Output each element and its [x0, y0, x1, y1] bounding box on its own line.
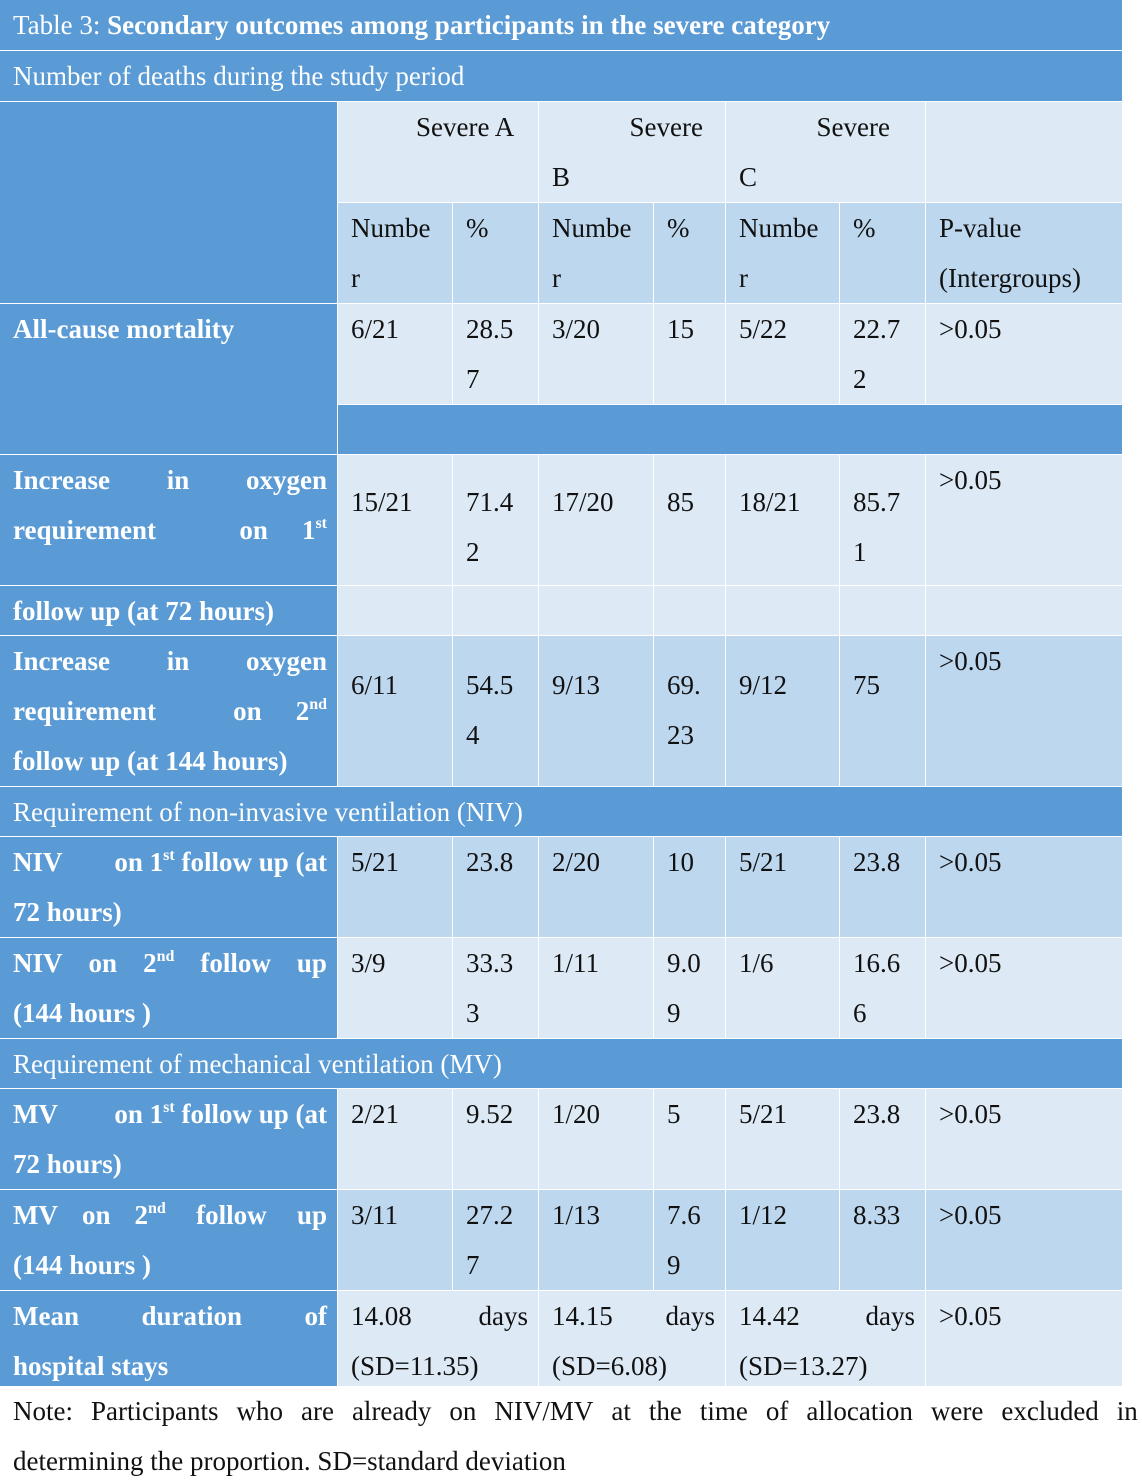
- cell-text: 22.7: [853, 314, 901, 344]
- label-word: follow up (at: [181, 847, 327, 877]
- label-word: 1: [301, 515, 316, 545]
- cell-text: 3: [466, 998, 480, 1028]
- subheader-c-number: [726, 203, 839, 303]
- niv1-pvalue: >0.05: [926, 837, 1122, 937]
- row-label-hospital-stay: [0, 1291, 337, 1391]
- group-c-label-2: C: [739, 162, 758, 192]
- label-word: oxygen: [245, 465, 327, 495]
- group-c-label-1: Severe: [816, 112, 890, 142]
- subheader-a-number: [338, 203, 452, 303]
- group-header-severe-b: [539, 102, 725, 202]
- row-label-niv-1: [0, 837, 337, 937]
- subheader-text: Numbe: [552, 213, 632, 243]
- label-word: follow: [196, 1200, 267, 1230]
- oxygen1-b-number: 17/20: [539, 455, 653, 585]
- label-word: NIV: [13, 948, 63, 978]
- stay-sd: (SD=11.35): [351, 1351, 479, 1381]
- label-line: 72 hours): [13, 1149, 122, 1179]
- oxygen1-b-percent: 85: [654, 455, 725, 585]
- group-header-severe-a: [338, 102, 538, 202]
- note-word: were: [930, 1396, 984, 1426]
- row-label-mv-1: [0, 1089, 337, 1189]
- stay-sd: (SD=6.08): [552, 1351, 667, 1381]
- cell-text: 9: [667, 1250, 681, 1280]
- niv2-c-number: 1/6: [726, 938, 839, 1038]
- cell-text: 23: [667, 720, 694, 750]
- stay-severe-a: [338, 1291, 538, 1391]
- label-sup: nd: [156, 948, 175, 965]
- label-sup: st: [163, 1099, 175, 1116]
- row-label-mortality: All-cause mortality: [0, 304, 337, 454]
- note-word: already: [351, 1396, 432, 1426]
- table-title-text: Secondary outcomes among participants in the severe category: [107, 10, 831, 40]
- niv1-b-percent: 10: [654, 837, 725, 937]
- mortality-b-number: 3/20: [539, 304, 653, 404]
- oxygen1-cont-c-num: [726, 586, 839, 635]
- mortality-a-number: 6/21: [338, 304, 452, 404]
- cell-text: 7: [466, 364, 480, 394]
- cell-text: 85.7: [853, 487, 901, 517]
- stay-pvalue: >0.05: [926, 1291, 1122, 1391]
- label-word: in: [166, 465, 190, 495]
- note-word: NIV/MV: [494, 1396, 594, 1426]
- cell-text: 16.6: [853, 948, 901, 978]
- subheader-text: r: [739, 263, 748, 293]
- note-word: Note:: [13, 1396, 73, 1426]
- subheader-c-percent: %: [840, 203, 925, 303]
- cell-text: 4: [466, 720, 480, 750]
- oxygen1-cont-a-num: [338, 586, 452, 635]
- label-sup: nd: [309, 696, 327, 713]
- label-word: 1: [149, 1099, 164, 1129]
- label-word: NIV: [13, 847, 63, 877]
- niv2-a-percent: [453, 938, 538, 1038]
- group-header-severe-c: [726, 102, 925, 202]
- label-word: duration: [141, 1301, 242, 1331]
- table-note: [0, 1386, 1142, 1482]
- cell-text: 33.3: [466, 948, 514, 978]
- note-word: on: [449, 1396, 477, 1426]
- mv2-b-number: 1/13: [539, 1190, 653, 1290]
- label-word: 2: [295, 696, 310, 726]
- label-line: 72 hours): [13, 897, 122, 927]
- label-line: (144 hours ): [13, 1250, 152, 1280]
- oxygen2-pvalue: >0.05: [926, 636, 1122, 786]
- stay-severe-c: [726, 1291, 925, 1391]
- oxygen1-cont-b-pct: [654, 586, 725, 635]
- oxygen1-label-cont: follow up (at 72 hours): [0, 586, 337, 635]
- row-label-niv-2: [0, 938, 337, 1038]
- label-word: follow up (at: [181, 1099, 327, 1129]
- label-word: on: [114, 1099, 143, 1129]
- note-word: in: [1116, 1396, 1138, 1426]
- label-line: follow up (at 144 hours): [13, 746, 288, 776]
- mv1-b-number: 1/20: [539, 1089, 653, 1189]
- cell-text: 69.: [667, 670, 701, 700]
- label-word: 1: [149, 847, 164, 877]
- niv1-c-number: 5/21: [726, 837, 839, 937]
- oxygen2-b-number: 9/13: [539, 636, 653, 786]
- section-deaths: Number of deaths during the study period: [0, 51, 1122, 101]
- oxygen1-cont-a-pct: [453, 586, 538, 635]
- mv2-a-number: 3/11: [338, 1190, 452, 1290]
- subheader-text: Numbe: [739, 213, 819, 243]
- note-word: who: [236, 1396, 283, 1426]
- oxygen1-pvalue: >0.05: [926, 455, 1122, 585]
- label-word: oxygen: [245, 646, 327, 676]
- mortality-b-percent: 15: [654, 304, 725, 404]
- subheader-text: Numbe: [351, 213, 431, 243]
- label-word: of: [304, 1301, 327, 1331]
- stay-value: 14.42: [739, 1301, 800, 1331]
- subheader-b-number: [539, 203, 653, 303]
- oxygen2-c-number: 9/12: [726, 636, 839, 786]
- cell-text: 9.0: [667, 948, 701, 978]
- niv2-pvalue: >0.05: [926, 938, 1122, 1038]
- oxygen2-a-number: 6/11: [338, 636, 452, 786]
- label-sup: nd: [148, 1200, 166, 1217]
- label-word: MV: [13, 1099, 58, 1129]
- table-title-prefix: Table 3:: [13, 10, 108, 40]
- stay-unit: days: [865, 1301, 915, 1331]
- label-word: on: [88, 948, 118, 978]
- oxygen2-c-percent: 75: [840, 636, 925, 786]
- note-word: allocation: [806, 1396, 913, 1426]
- label-word: up: [296, 948, 327, 978]
- subheader-a-percent: %: [453, 203, 538, 303]
- subheader-text: P-value: [939, 213, 1022, 243]
- label-word: requirement: [13, 515, 156, 545]
- oxygen1-cont-p: [926, 586, 1122, 635]
- note-word: of: [765, 1396, 789, 1426]
- label-word: in: [166, 646, 190, 676]
- cell-text: 71.4: [466, 487, 514, 517]
- mv2-pvalue: >0.05: [926, 1190, 1122, 1290]
- mortality-a-percent: [453, 304, 538, 404]
- stay-value: 14.08: [351, 1301, 412, 1331]
- label-word: Increase: [13, 646, 110, 676]
- cell-text: 27.2: [466, 1200, 514, 1230]
- group-b-label-2: B: [552, 162, 571, 192]
- mv1-c-number: 5/21: [726, 1089, 839, 1189]
- mv1-a-percent: 9.52: [453, 1089, 538, 1189]
- cell-text: 7: [466, 1250, 480, 1280]
- oxygen1-cont-b-num: [539, 586, 653, 635]
- mortality-pvalue: >0.05: [926, 304, 1122, 404]
- label-word: on: [114, 847, 143, 877]
- note-line-2: determining the proportion. SD=standard deviation: [13, 1446, 566, 1476]
- group-b-label-1: Severe: [629, 112, 703, 142]
- label-word: 2: [143, 948, 157, 978]
- label-sup: st: [315, 515, 327, 532]
- label-word: 2: [134, 1200, 149, 1230]
- note-word: Participants: [91, 1396, 219, 1426]
- oxygen1-c-number: 18/21: [726, 455, 839, 585]
- subheader-pvalue: [926, 203, 1122, 303]
- stay-sd: (SD=13.27): [739, 1351, 868, 1381]
- label-word: up: [296, 1200, 327, 1230]
- niv2-b-number: 1/11: [539, 938, 653, 1038]
- group-header-blank: [926, 102, 1122, 202]
- subheader-text: (Intergroups): [939, 263, 1081, 293]
- subheader-text: r: [552, 263, 561, 293]
- note-word: the: [648, 1396, 682, 1426]
- mv1-b-percent: 5: [654, 1089, 725, 1189]
- label-word: MV: [13, 1200, 58, 1230]
- niv2-c-percent: [840, 938, 925, 1038]
- label-word: follow: [200, 948, 271, 978]
- subheader-b-percent: %: [654, 203, 725, 303]
- cell-text: 6: [853, 998, 867, 1028]
- spacer-row: [338, 405, 1122, 454]
- niv1-a-percent: 23.8: [453, 837, 538, 937]
- niv2-b-percent: [654, 938, 725, 1038]
- oxygen2-a-percent: [453, 636, 538, 786]
- mv2-a-percent: [453, 1190, 538, 1290]
- note-word: at: [611, 1396, 631, 1426]
- label-line: hospital stays: [13, 1351, 169, 1381]
- label-word: Increase: [13, 465, 110, 495]
- stay-value: 14.15: [552, 1301, 613, 1331]
- label-line: (144 hours ): [13, 998, 152, 1028]
- oxygen1-c-percent: [840, 455, 925, 585]
- section-mv: Requirement of mechanical ventilation (MV): [0, 1039, 1122, 1088]
- row-label-oxygen-1: [0, 455, 337, 585]
- mortality-c-percent: [840, 304, 925, 404]
- section-niv: Requirement of non-invasive ventilation (NIV): [0, 787, 1122, 836]
- label-sup: st: [163, 847, 175, 864]
- row-label-oxygen-2: [0, 636, 337, 786]
- cell-text: 54.5: [466, 670, 514, 700]
- mv2-b-percent: [654, 1190, 725, 1290]
- label-word: requirement: [13, 696, 156, 726]
- cell-text: 2: [466, 537, 480, 567]
- mv2-c-percent: 8.33: [840, 1190, 925, 1290]
- stay-severe-b: [539, 1291, 725, 1391]
- niv1-c-percent: 23.8: [840, 837, 925, 937]
- oxygen1-a-number: 15/21: [338, 455, 452, 585]
- stay-unit: days: [478, 1301, 528, 1331]
- cell-text: 1: [853, 537, 867, 567]
- table-title: [0, 0, 1122, 50]
- cell-text: 2: [853, 364, 867, 394]
- label-word: on: [233, 696, 262, 726]
- note-word: time: [699, 1396, 748, 1426]
- stay-unit: days: [665, 1301, 715, 1331]
- mv1-a-number: 2/21: [338, 1089, 452, 1189]
- mortality-c-number: 5/22: [726, 304, 839, 404]
- cell-text: 7.6: [667, 1200, 701, 1230]
- note-word: excluded: [1001, 1396, 1099, 1426]
- oxygen2-b-percent: [654, 636, 725, 786]
- label-word: Mean: [13, 1301, 79, 1331]
- niv1-b-number: 2/20: [539, 837, 653, 937]
- oxygen1-a-percent: [453, 455, 538, 585]
- niv1-a-number: 5/21: [338, 837, 452, 937]
- group-a-label: Severe A: [416, 112, 515, 142]
- oxygen1-cont-c-pct: [840, 586, 925, 635]
- note-word: are: [300, 1396, 334, 1426]
- note-line-1: [13, 1386, 1138, 1436]
- mv1-pvalue: >0.05: [926, 1089, 1122, 1189]
- row-label-mv-2: [0, 1190, 337, 1290]
- subheader-text: r: [351, 263, 360, 293]
- cell-text: 9: [667, 998, 681, 1028]
- label-word: on: [239, 515, 268, 545]
- mv1-c-percent: 23.8: [840, 1089, 925, 1189]
- header-label-cell: [0, 102, 337, 303]
- cell-text: 28.5: [466, 314, 514, 344]
- label-word: on: [81, 1200, 111, 1230]
- mv2-c-number: 1/12: [726, 1190, 839, 1290]
- niv2-a-number: 3/9: [338, 938, 452, 1038]
